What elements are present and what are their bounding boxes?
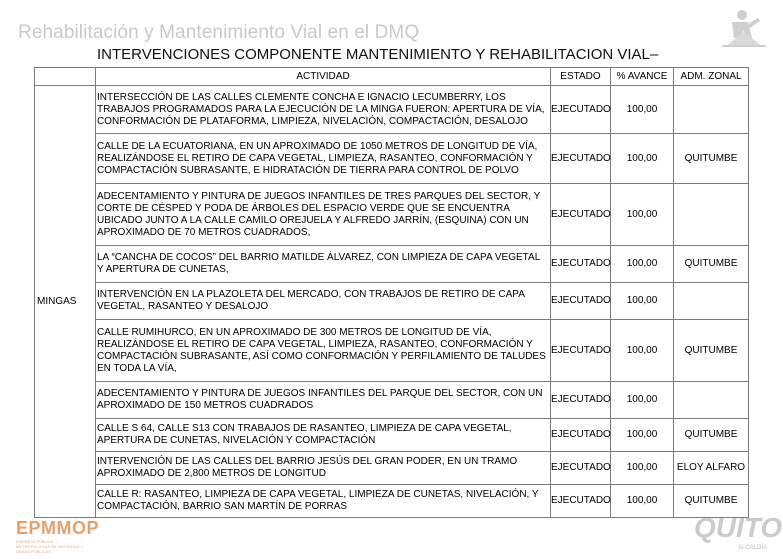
percent-cell: 100,00 (611, 283, 674, 320)
table-row (35, 485, 749, 518)
presentation-header: Rehabilitación y Mantenimiento Vial en el DMQ (18, 22, 420, 43)
table-row (35, 283, 749, 320)
activity-cell: INTERVENCIÓN EN LA PLAZOLETA DEL MERCADO, CON TRABAJOS DE RETIRO DE CAPA VEGETAL, RASANTEO Y DESALOJO (96, 283, 551, 320)
interventions-table (34, 67, 749, 518)
epmmop-logo (16, 518, 99, 554)
activity-cell: CALLE RUMIHURCO, EN UN APROXIMADO DE 300 METROS DE LONGITUD DE VÍA, REALIZÁNDOSE EL RETIRO DE CAPA VEGETAL, LIMPIEZA, RASANTEO, CONFORMACIÓN Y COMPACTACIÓN SUBRASANTE, ASÍ COMO CONFORMACIÓN Y PERFILAMIENTO DE TALUDES EN TODA LA VÍA, (96, 320, 551, 382)
status-cell: EJECUTADO (551, 419, 611, 452)
epmmop-logo-text: EPMMOP (16, 518, 100, 538)
activity-cell: ADECENTAMIENTO Y PINTURA DE JUEGOS INFANTILES DEL PARQUE DEL SECTOR, CON UN APROXIMADO DE 150 METROS CUADRADOS (96, 382, 551, 419)
status-cell: EJECUTADO (551, 283, 611, 320)
table-header-row (35, 68, 749, 86)
zone-cell: QUITUMBE (674, 134, 749, 184)
zone-cell: ELOY ALFARO (674, 452, 749, 485)
table-row (35, 134, 749, 184)
status-cell: EJECUTADO (551, 246, 611, 283)
document-title: INTERVENCIONES COMPONENTE MANTENIMIENTO Y REHABILITACION VIAL– (97, 46, 659, 63)
activity-cell: ADECENTAMIENTO Y PINTURA DE JUEGOS INFANTILES DE TRES PARQUES DEL SECTOR, Y CORTE DE CÉSPED Y PODA DE ÁRBOLES DEL ESPACIO VERDE QUE SE ENCUENTRA UBICADO JUNTO A LA CALLE CAMILO OREJUELA Y ALFREDO JARRÍN, (ESQUINA) CON UN APROXIMADO DE 70 METROS CUADRADOS, (96, 184, 551, 246)
group-label-cell: MINGAS (35, 86, 96, 518)
percent-cell: 100,00 (611, 134, 674, 184)
activity-cell: LA “CANCHA DE COCOS” DEL BARRIO MATILDE ÁLVAREZ, CON LIMPIEZA DE CAPA VEGETAL Y APERTURA DE CUNETAS, (96, 246, 551, 283)
table-row (35, 452, 749, 485)
percent-cell: 100,00 (611, 419, 674, 452)
zone-cell: QUITUMBE (674, 320, 749, 382)
quito-logo-text: QUITO (694, 512, 783, 543)
blank-header-cell (35, 68, 96, 86)
table-row (35, 382, 749, 419)
epmmop-tagline: EMPRESA PÚBLICA METROPOLITANA DE MOVILIDAD Y OBRAS PÚBLICAS (16, 539, 84, 554)
table-row (35, 320, 749, 382)
table-row (35, 184, 749, 246)
zone-cell: QUITUMBE (674, 246, 749, 283)
table-row (35, 246, 749, 283)
status-cell: EJECUTADO (551, 134, 611, 184)
status-cell: EJECUTADO (551, 452, 611, 485)
quito-logo (684, 512, 783, 556)
alcaldia-label: ALCALDÍA (738, 545, 768, 551)
percent-cell: 100,00 (611, 184, 674, 246)
percent-cell: 100,00 (611, 246, 674, 283)
status-cell: EJECUTADO (551, 382, 611, 419)
status-cell: EJECUTADO (551, 86, 611, 134)
zone-cell (674, 184, 749, 246)
activity-cell: INTERVENCIÓN DE LAS CALLES DEL BARRIO JESÚS DEL GRAN PODER, EN UN TRAMO APROXIMADO DE 2,800 METROS DE LONGITUD (96, 452, 551, 485)
road-worker-icon (718, 8, 768, 48)
status-cell: EJECUTADO (551, 320, 611, 382)
percent-cell: 100,00 (611, 86, 674, 134)
percent-cell: 100,00 (611, 320, 674, 382)
header-estado: ESTADO (551, 68, 611, 86)
header-actividad: ACTIVIDAD (96, 68, 551, 86)
zone-cell (674, 86, 749, 134)
zone-cell (674, 283, 749, 320)
activity-cell: CALLE S 64, CALLE S13 CON TRABAJOS DE RASANTEO, LIMPIEZA DE CAPA VEGETAL, APERTURA DE CUNETAS, NIVELACIÓN Y COMPACTACIÓN (96, 419, 551, 452)
activity-cell: CALLE DE LA ECUATORIANA, EN UN APROXIMADO DE 1050 METROS DE LONGITUD DE VÍA, REALIZÁNDOSE EL RETIRO DE CAPA VEGETAL, LIMPIEZA, RASANTEO, CONFORMACIÓN Y COMPACTACIÓN SUBRASANTE, E HIDRATACIÓN DE TIERRA PARA CONTROL DE POLVO (96, 134, 551, 184)
activity-cell: CALLE R: RASANTEO, LIMPIEZA DE CAPA VEGETAL, LIMPIEZA DE CUNETAS, NIVELACIÓN, Y COMPACTACIÓN, BARRIO SAN MARTÍN DE PORRAS (96, 485, 551, 518)
zone-cell: QUITUMBE (674, 485, 749, 518)
table-row (35, 419, 749, 452)
zone-cell (674, 382, 749, 419)
header-adm-zonal: ADM. ZONAL (674, 68, 749, 86)
status-cell: EJECUTADO (551, 184, 611, 246)
percent-cell: 100,00 (611, 382, 674, 419)
activity-cell: INTERSECCIÓN DE LAS CALLES CLEMENTE CONCHA E IGNACIO LECUMBERRY, LOS TRABAJOS PROGRAMADOS PARA LA EJECUCIÓN DE LA MINGA FUERON: APERTURA DE VÍA, CONFORMACIÓN DE PLATAFORMA, LIMPIEZA, NIVELACIÓN, COMPACTACIÓN, DESALOJO (96, 86, 551, 134)
status-cell: EJECUTADO (551, 485, 611, 518)
header-avance: % AVANCE (611, 68, 674, 86)
percent-cell: 100,00 (611, 485, 674, 518)
percent-cell: 100,00 (611, 452, 674, 485)
zone-cell: QUITUMBE (674, 419, 749, 452)
table-row (35, 86, 749, 134)
